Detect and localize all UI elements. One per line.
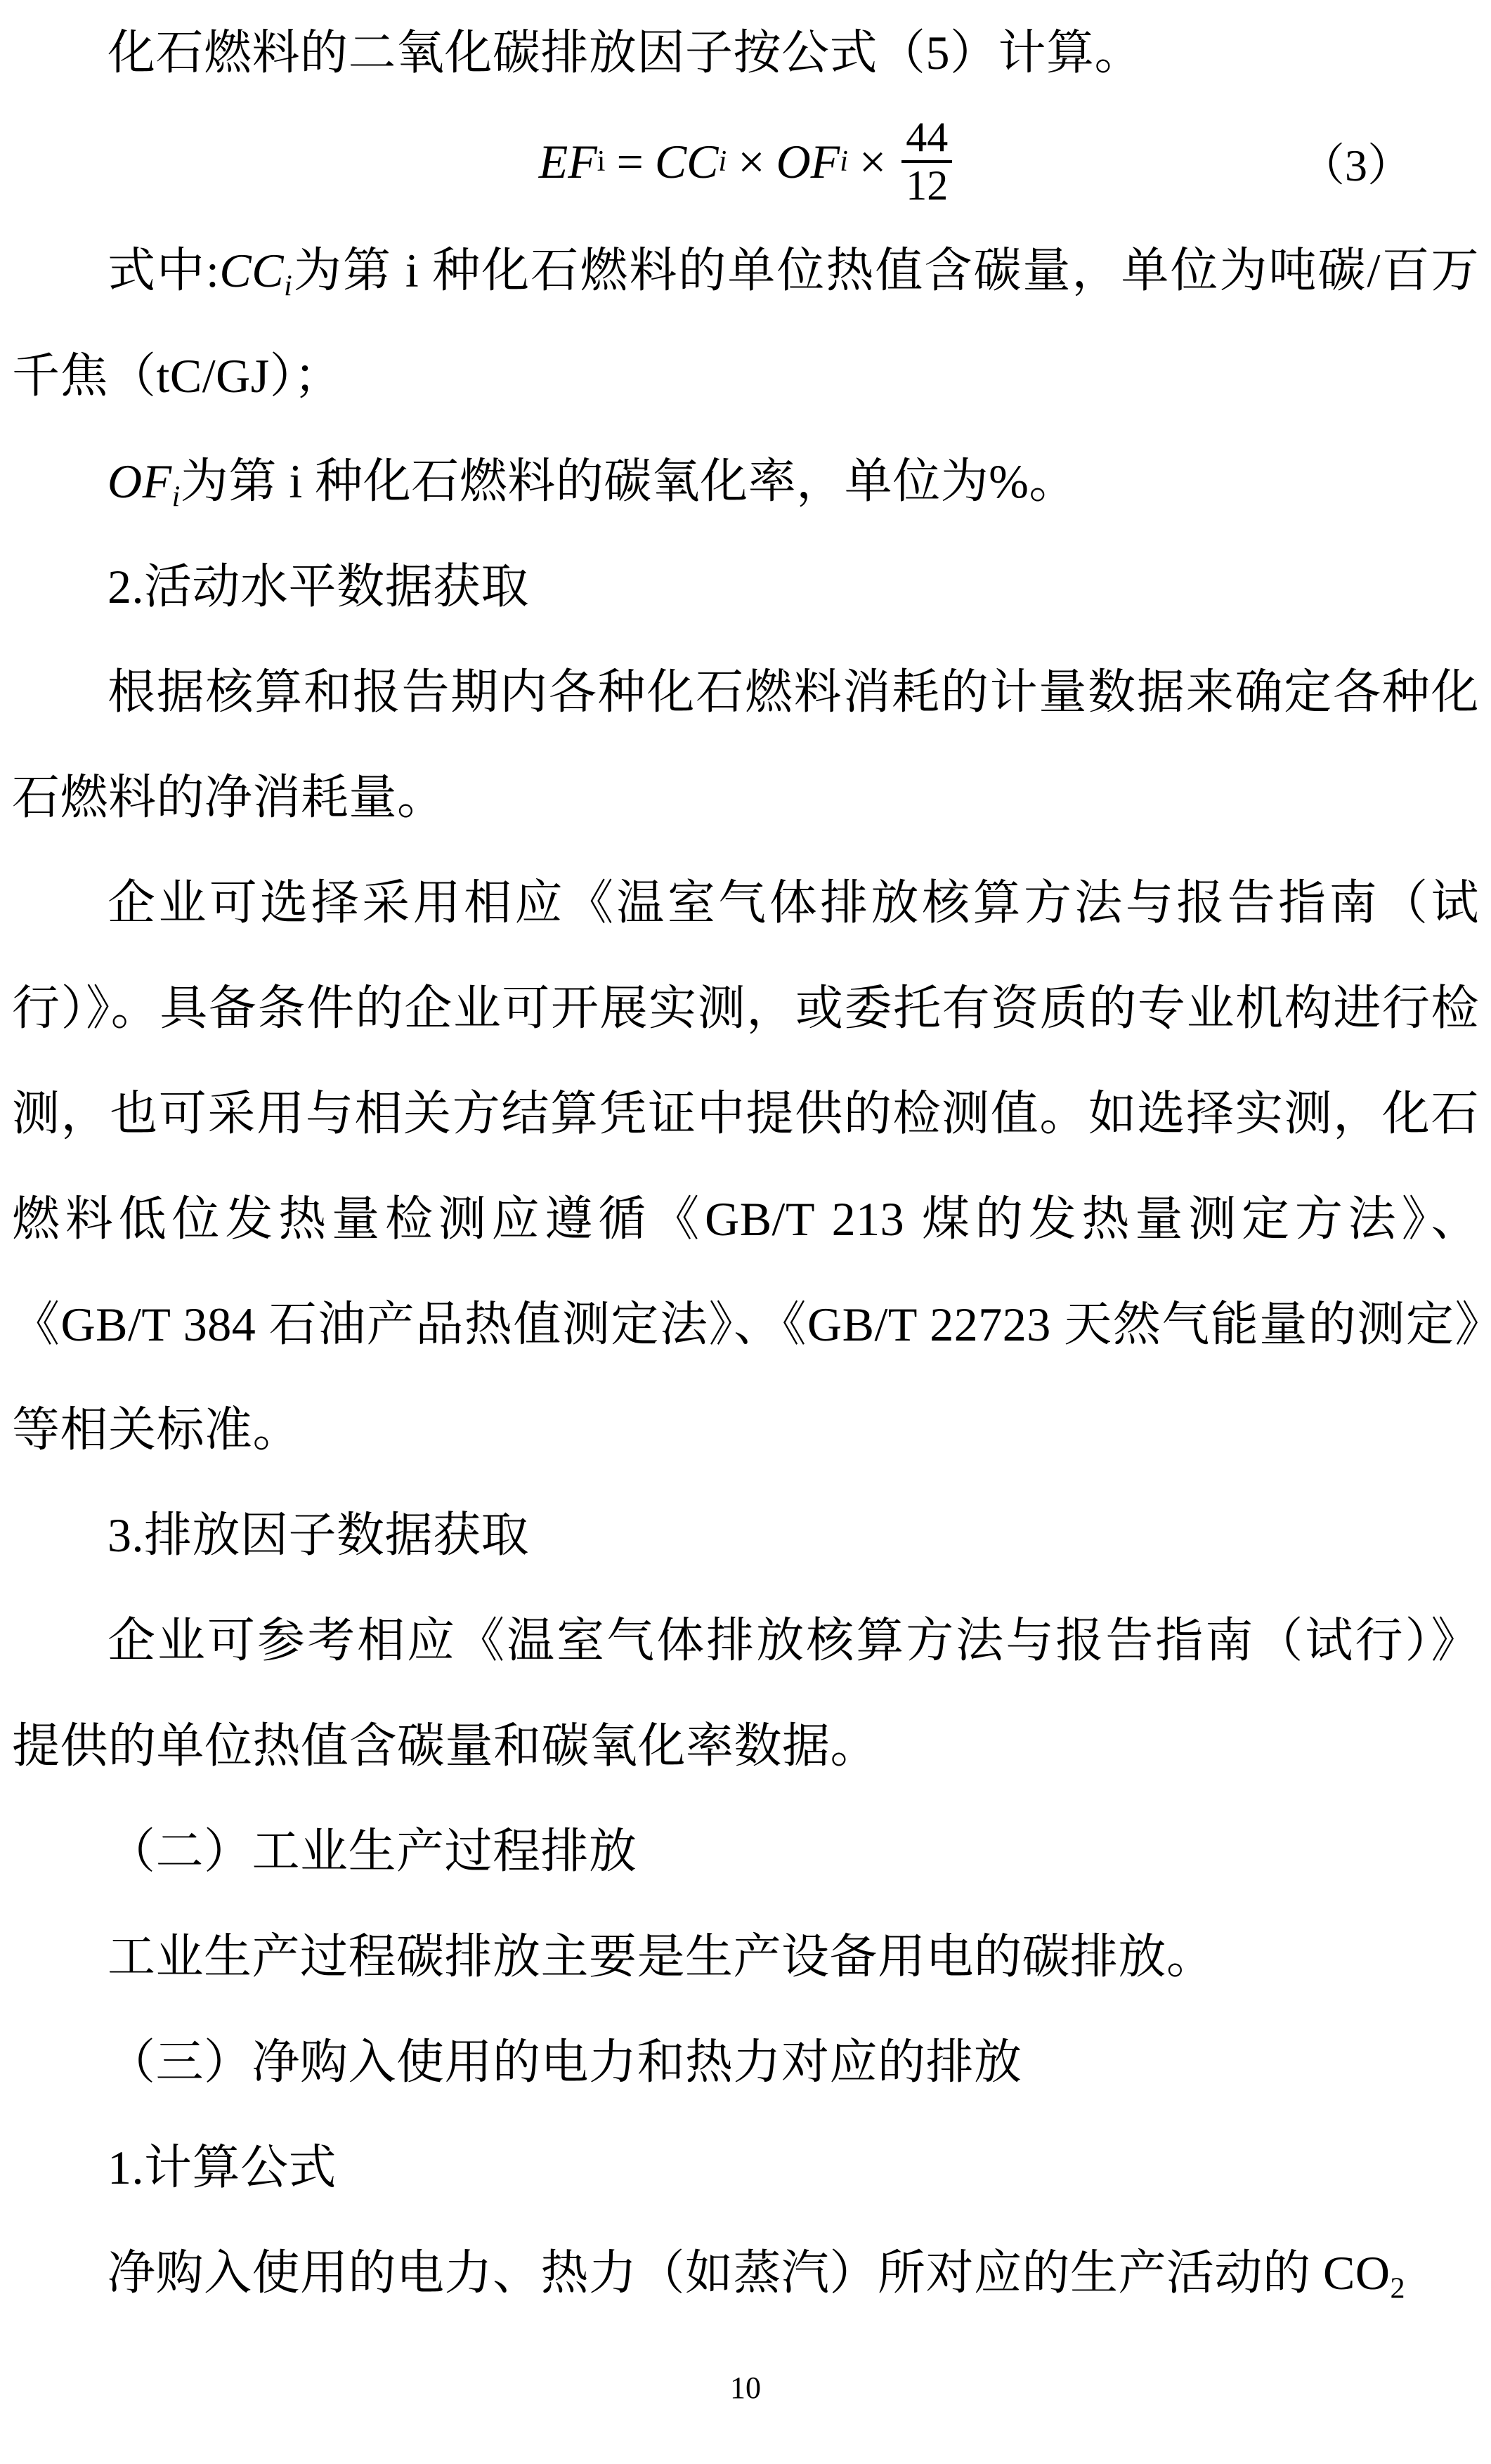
text-run: 根据核算和报告期内各种化石燃料消耗的计量数据来确定各种化石燃料的净消耗量。 [12, 665, 1479, 824]
heading-calc-formula [12, 2115, 1479, 2220]
text-run: 为第 i 种化石燃料的单位热值含碳量，单位为吨碳/百万千焦（tC/GJ）； [12, 244, 1479, 403]
fraction-44-12 [901, 115, 952, 209]
heading-emission-factor-data [12, 1482, 1479, 1588]
subscript: i [284, 270, 293, 303]
text-run: 净购入使用的电力、热力（如蒸汽）所对应的生产活动的 CO [108, 2246, 1391, 2300]
text-run: 企业可选择采用相应《温室气体排放核算方法与报告指南（试行）》。具备条件的企业可开展实测，或委托有资质的专业机构进行检测，也可采用与相关方结算凭证中提供的检测值。如选择实测，化石燃料低位发热量检测应遵循《GB/T 213 煤的发热量测定方法》、《GB/T 384 石油产品热值测定法》、《GB/T 22723 天然气能量的测定》等相关标准。 [12, 876, 1479, 1456]
para-cc-definition [12, 218, 1479, 429]
text-run: 化石燃料的二氧化碳排放因子按公式（5）计算。 [108, 26, 1143, 79]
text-run: （三）净购入使用的电力和热力对应的排放 [108, 2035, 1022, 2089]
variable-name: CC [219, 244, 285, 297]
fraction-denominator: 12 [901, 160, 952, 209]
para-industrial-process [12, 1904, 1479, 2009]
para-net-consumption [12, 639, 1479, 850]
text-run: 2.活动水平数据获取 [108, 560, 530, 613]
subscript: 2 [1390, 2272, 1405, 2305]
para-reference-guideline [12, 1588, 1479, 1799]
para-purchased-energy-co2 [12, 2220, 1479, 2326]
text-run: 3.排放因子数据获取 [108, 1508, 530, 1562]
heading-activity-data [12, 534, 1479, 639]
heading-industrial-process [12, 1799, 1479, 1904]
text-run: 工业生产过程碳排放主要是生产设备用电的碳排放。 [108, 1930, 1215, 1983]
fraction-numerator: 44 [906, 114, 949, 161]
para-of-definition [12, 429, 1479, 534]
equation-block [12, 105, 1479, 218]
equation-number: （3） [1300, 141, 1412, 190]
document-body [12, 0, 1479, 2326]
heading-purchased-energy [12, 2009, 1479, 2115]
equation-3: EF i = CC i × OF i × $\frac{44}{12}$ [539, 115, 953, 209]
text-run: 为第 i 种化石燃料的碳氧化率，单位为%。 [180, 455, 1077, 508]
variable-name: OF [108, 455, 172, 508]
text-run: 式中: [108, 244, 220, 297]
para-measurement-standards [12, 850, 1479, 1482]
text-run: 1.计算公式 [108, 2141, 337, 2194]
text-run: （二）工业生产过程排放 [108, 1825, 637, 1878]
para-formula-intro [12, 0, 1479, 105]
page-number: 10 [730, 2371, 761, 2405]
page-footer [0, 2373, 1491, 2464]
text-run: 企业可参考相应《温室气体排放核算方法与报告指南（试行）》提供的单位热值含碳量和碳氧化率数据。 [12, 1614, 1479, 1773]
subscript: i [171, 481, 181, 514]
